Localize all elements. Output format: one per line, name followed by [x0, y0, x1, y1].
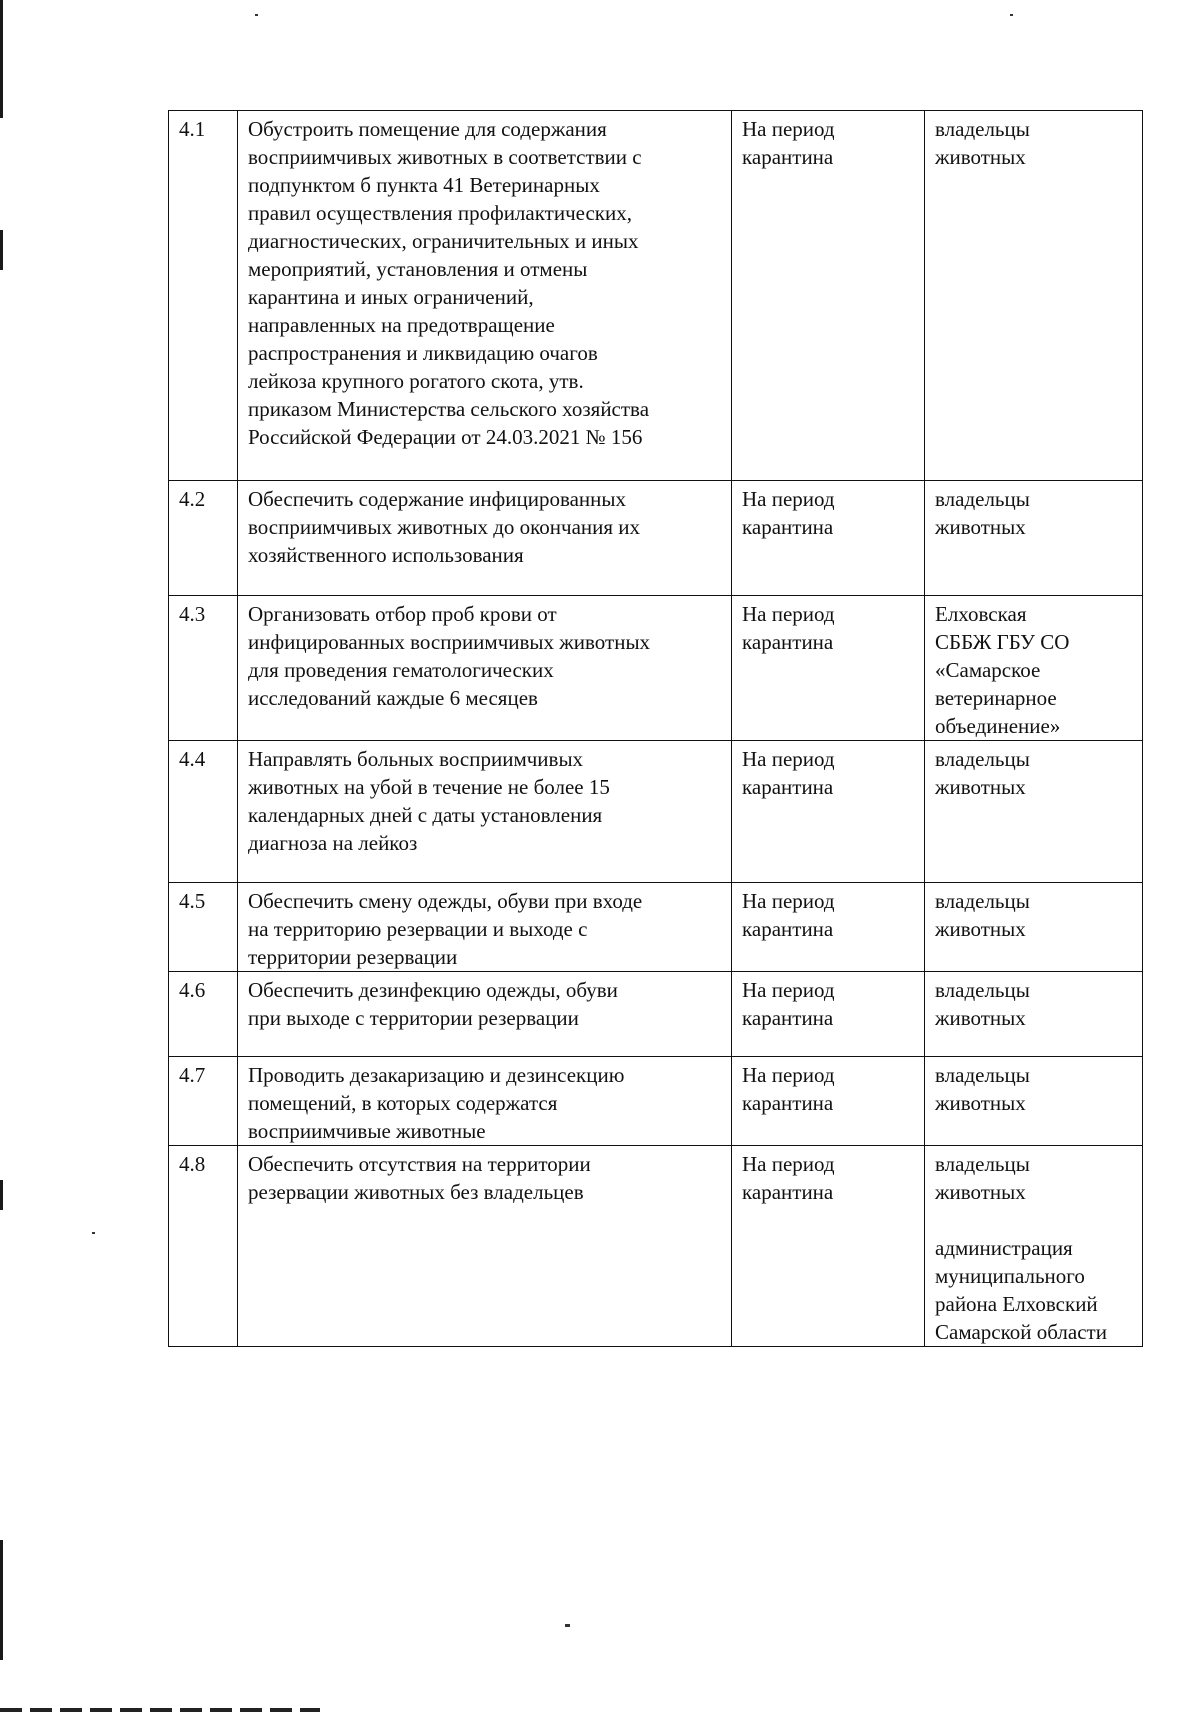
term-cell — [732, 1057, 925, 1146]
scan-speck — [92, 1232, 95, 1234]
scan-speck — [255, 14, 258, 16]
action-line: восприимчивые животные — [248, 1119, 486, 1143]
action-line: Обеспечить смену одежды, обуви при входе — [248, 889, 643, 913]
responsible-line: владельцы — [935, 1152, 1030, 1176]
row-number: 4.3 — [169, 596, 238, 741]
term-cell — [732, 972, 925, 1057]
action-line: восприимчивых животных до окончания их — [248, 515, 641, 539]
action-line: Обеспечить содержание инфицированных — [248, 487, 627, 511]
term-line: карантина — [742, 917, 834, 941]
action-line: Обеспечить дезинфекцию одежды, обуви — [248, 978, 618, 1002]
term-line: карантина — [742, 1006, 834, 1030]
table-row — [169, 1146, 1143, 1347]
responsible-line: владельцы — [935, 978, 1030, 1002]
responsible-cell — [925, 972, 1143, 1057]
action-cell — [238, 741, 732, 883]
term-cell — [732, 1146, 925, 1347]
scan-edge-mark — [0, 1180, 3, 1210]
action-line: диагноза на лейкоз — [248, 831, 418, 855]
responsible-line: животных — [935, 515, 1026, 539]
table-row — [169, 972, 1143, 1057]
scan-speck — [565, 1624, 570, 1627]
scan-edge-mark — [0, 1540, 3, 1660]
action-line: подпунктом б пункта 41 Ветеринарных — [248, 173, 600, 197]
responsible-line: ветеринарное — [935, 686, 1057, 710]
action-cell — [238, 972, 732, 1057]
table-row — [169, 481, 1143, 596]
row-number: 4.4 — [169, 741, 238, 883]
action-cell — [238, 1057, 732, 1146]
row-number: 4.8 — [169, 1146, 238, 1347]
term-cell — [732, 596, 925, 741]
table-row — [169, 1057, 1143, 1146]
row-number: 4.5 — [169, 883, 238, 972]
action-line: приказом Министерства сельского хозяйства — [248, 397, 650, 421]
term-cell — [732, 111, 925, 481]
action-line: при выходе с территории резервации — [248, 1006, 579, 1030]
responsible-line: муниципального — [935, 1264, 1085, 1288]
term-line: На период — [742, 1063, 835, 1087]
action-line: распространения и ликвидацию очагов — [248, 341, 598, 365]
table-row — [169, 741, 1143, 883]
responsible-line: животных — [935, 775, 1026, 799]
cell-gap — [935, 1206, 1132, 1234]
action-cell — [238, 481, 732, 596]
action-line: правил осуществления профилактических, — [248, 201, 632, 225]
term-line: На период — [742, 117, 835, 141]
responsible-line: владельцы — [935, 747, 1030, 771]
table-row — [169, 596, 1143, 741]
action-line: хозяйственного использования — [248, 543, 524, 567]
responsible-line: Елховская — [935, 602, 1027, 626]
table-row — [169, 883, 1143, 972]
term-cell — [732, 883, 925, 972]
measures-table — [168, 110, 1143, 1347]
responsible-line: владельцы — [935, 1063, 1030, 1087]
action-line: направленных на предотвращение — [248, 313, 555, 337]
action-line: Организовать отбор проб крови от — [248, 602, 557, 626]
scan-edge-mark — [0, 230, 3, 270]
responsible-line: владельцы — [935, 889, 1030, 913]
action-cell — [238, 596, 732, 741]
action-line: резервации животных без владельцев — [248, 1180, 584, 1204]
action-line: Обеспечить отсутствия на территории — [248, 1152, 591, 1176]
responsible-line: животных — [935, 145, 1026, 169]
responsible-cell — [925, 1146, 1143, 1347]
action-cell — [238, 111, 732, 481]
responsible-line: животных — [935, 1180, 1026, 1204]
action-line: Проводить дезакаризацию и дезинсекцию — [248, 1063, 625, 1087]
responsible-line: владельцы — [935, 117, 1030, 141]
responsible-cell — [925, 111, 1143, 481]
responsible-line: администрация — [935, 1236, 1073, 1260]
term-line: На период — [742, 602, 835, 626]
action-line: на территорию резервации и выходе с — [248, 917, 588, 941]
action-cell — [238, 1146, 732, 1347]
scan-edge-mark — [0, 0, 3, 118]
responsible-line: владельцы — [935, 487, 1030, 511]
action-line: исследований каждые 6 месяцев — [248, 686, 538, 710]
responsible-cell — [925, 741, 1143, 883]
action-line: диагностических, ограничительных и иных — [248, 229, 639, 253]
term-line: карантина — [742, 1091, 834, 1115]
action-line: календарных дней с даты установления — [248, 803, 603, 827]
responsible-line: «Самарское — [935, 658, 1041, 682]
action-line: помещений, в которых содержатся — [248, 1091, 558, 1115]
scan-speck — [1010, 14, 1013, 16]
responsible-line: СББЖ ГБУ СО — [935, 630, 1070, 654]
action-line: животных на убой в течение не более 15 — [248, 775, 610, 799]
term-line: На период — [742, 1152, 835, 1176]
action-line: восприимчивых животных в соответствии с — [248, 145, 642, 169]
action-line: мероприятий, установления и отмены — [248, 257, 588, 281]
action-line: для проведения гематологических — [248, 658, 554, 682]
responsible-cell — [925, 883, 1143, 972]
row-number: 4.2 — [169, 481, 238, 596]
term-line: карантина — [742, 145, 834, 169]
row-number: 4.1 — [169, 111, 238, 481]
term-line: На период — [742, 747, 835, 771]
responsible-line: Самарской области — [935, 1320, 1107, 1344]
responsible-line: животных — [935, 917, 1026, 941]
term-line: На период — [742, 978, 835, 1002]
term-cell — [732, 741, 925, 883]
row-number: 4.7 — [169, 1057, 238, 1146]
responsible-cell — [925, 596, 1143, 741]
row-number: 4.6 — [169, 972, 238, 1057]
term-line: карантина — [742, 515, 834, 539]
term-line: На период — [742, 487, 835, 511]
responsible-line: объединение» — [935, 714, 1061, 738]
term-line: карантина — [742, 775, 834, 799]
term-line: карантина — [742, 630, 834, 654]
action-line: Направлять больных восприимчивых — [248, 747, 584, 771]
scan-bottom-strip — [0, 1708, 320, 1712]
responsible-line: животных — [935, 1091, 1026, 1115]
action-line: Обустроить помещение для содержания — [248, 117, 607, 141]
action-line: лейкоза крупного рогатого скота, утв. — [248, 369, 584, 393]
term-line: На период — [742, 889, 835, 913]
responsible-line: района Елховский — [935, 1292, 1098, 1316]
action-line: территории резервации — [248, 945, 458, 969]
responsible-cell — [925, 481, 1143, 596]
table-row — [169, 111, 1143, 481]
term-line: карантина — [742, 1180, 834, 1204]
action-line: карантина и иных ограничений, — [248, 285, 534, 309]
action-cell — [238, 883, 732, 972]
responsible-line: животных — [935, 1006, 1026, 1030]
action-line: Российской Федерации от 24.03.2021 № 156 — [248, 425, 643, 449]
responsible-cell — [925, 1057, 1143, 1146]
term-cell — [732, 481, 925, 596]
action-line: инфицированных восприимчивых животных — [248, 630, 651, 654]
